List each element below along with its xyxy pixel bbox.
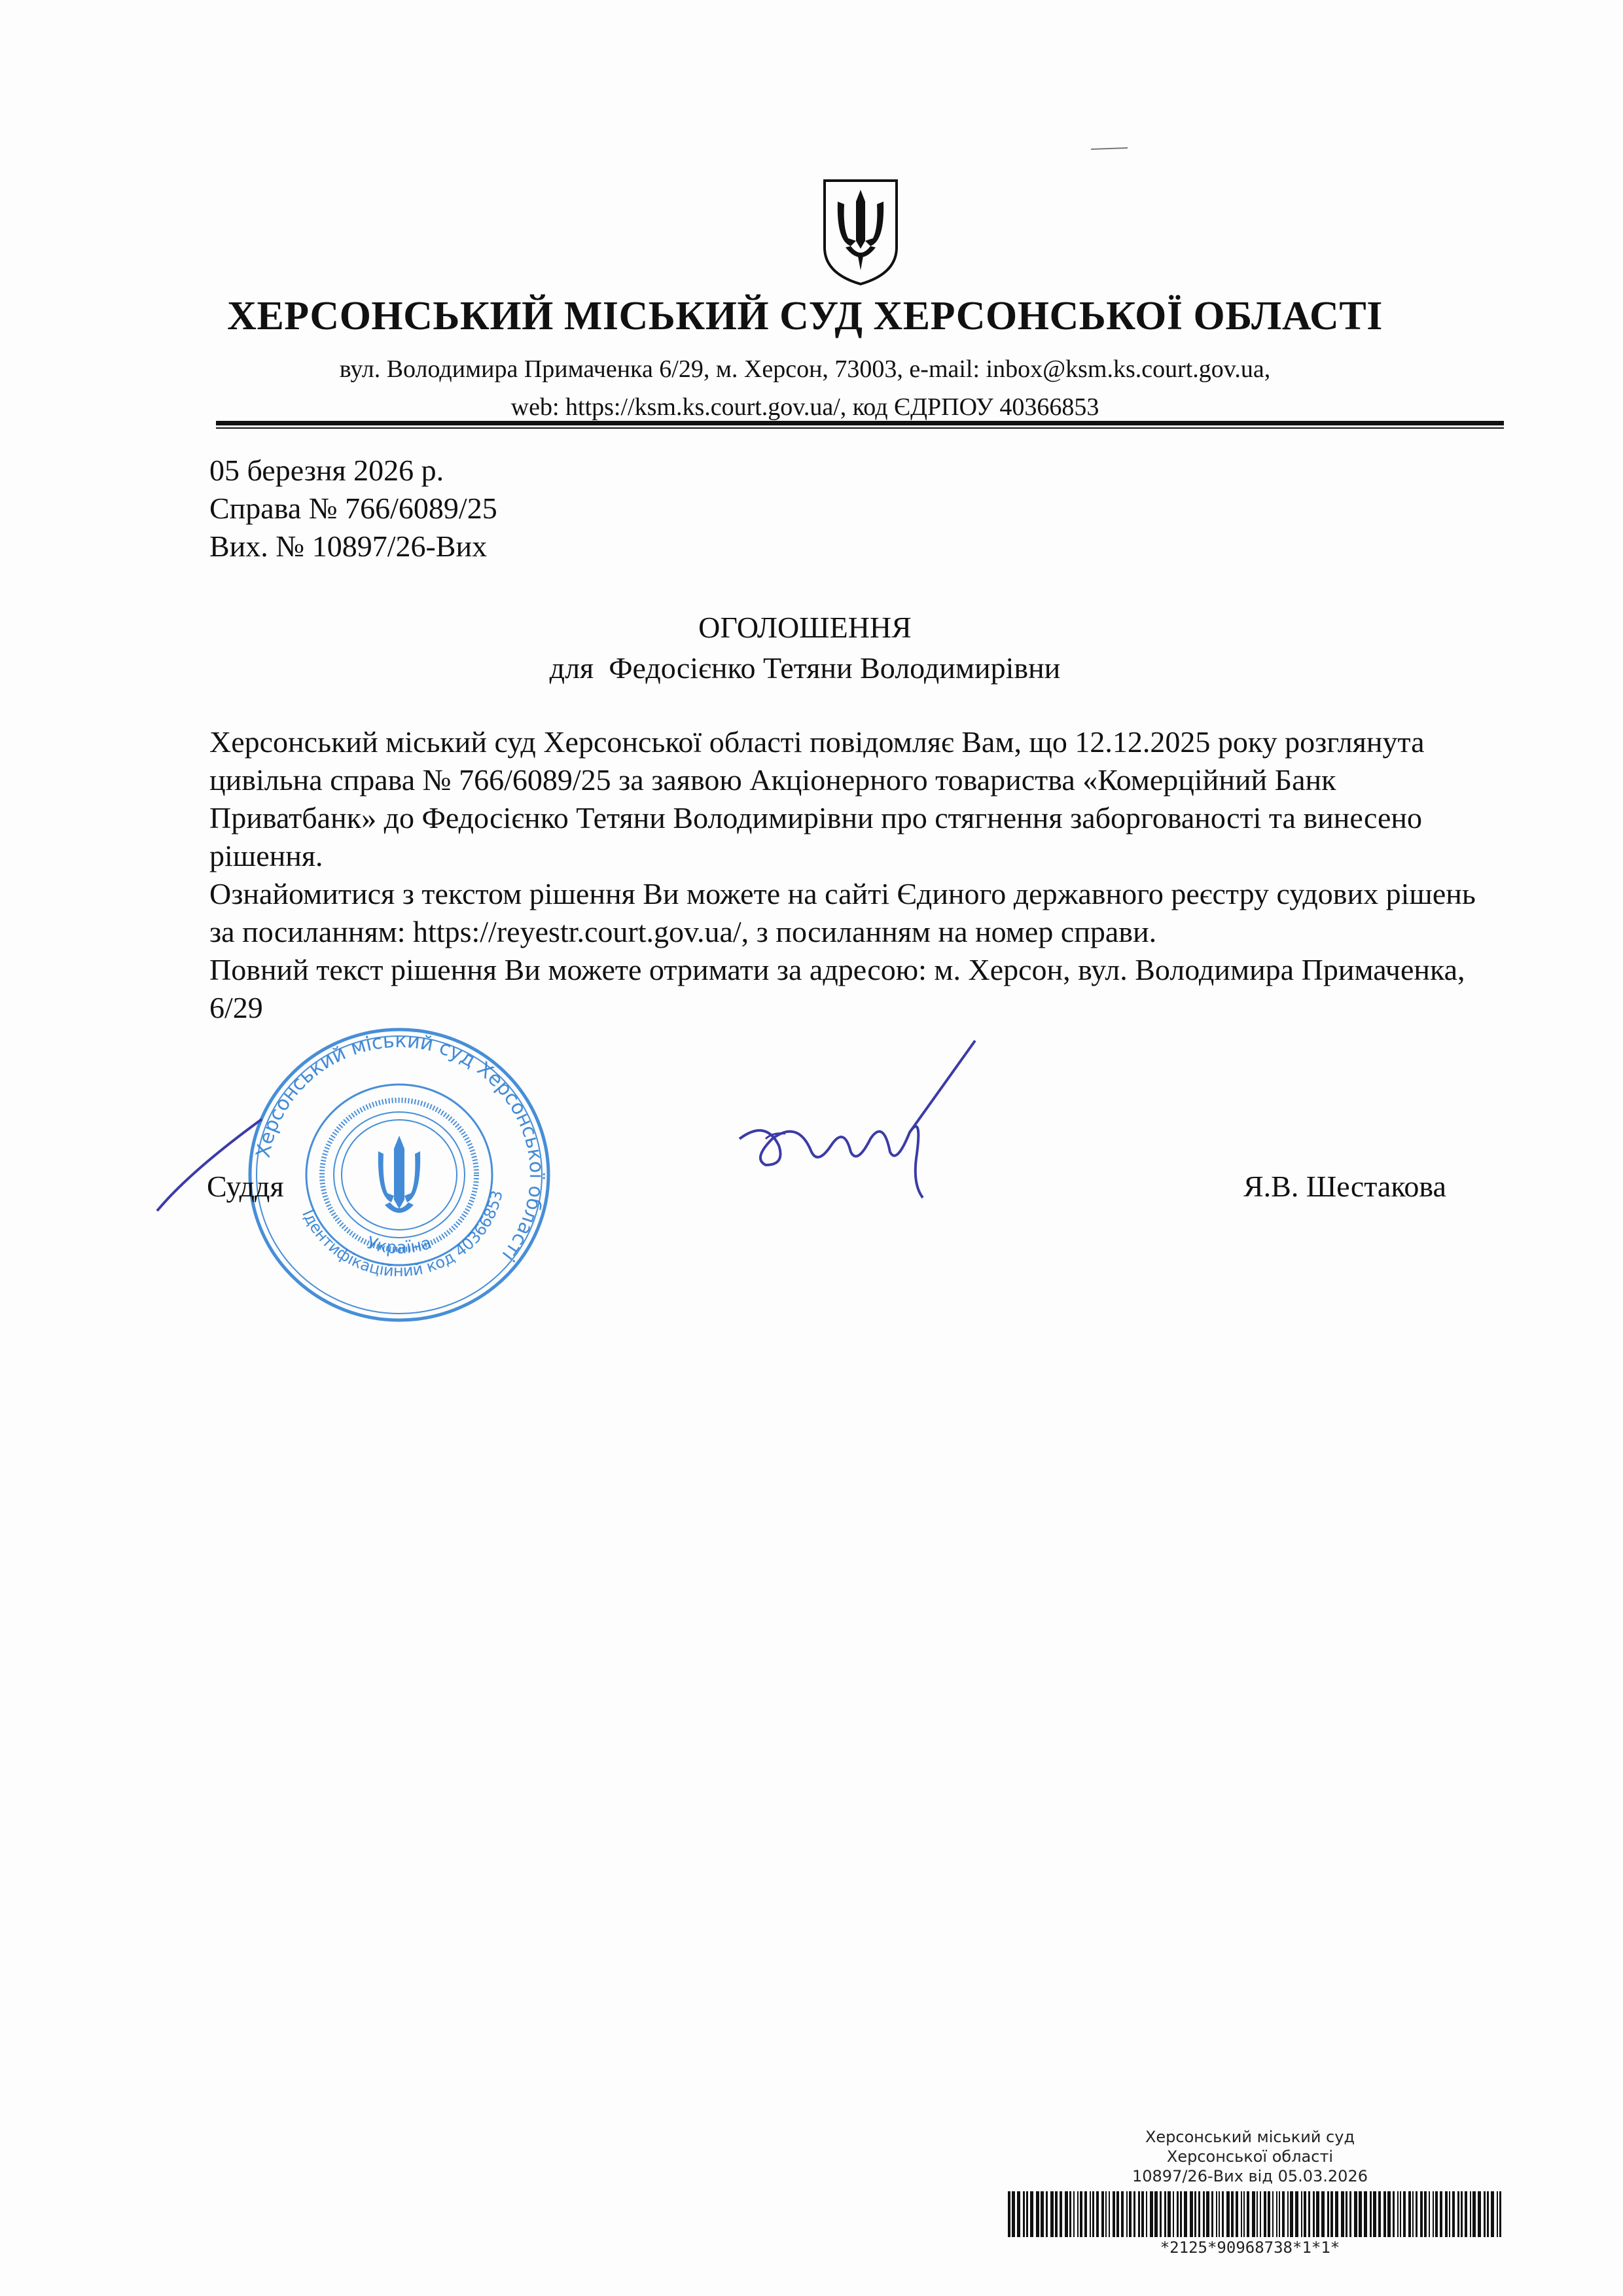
barcode-bar [1101,2191,1104,2237]
barcode-bar [1295,2191,1298,2237]
court-name: ХЕРСОНСЬКИЙ МІСЬКИЙ СУД ХЕРСОНСЬКОЇ ОБЛАСТІ [227,294,1383,338]
barcode-bar [1150,2191,1153,2237]
barcode-bar [1403,2191,1406,2237]
barcode-bar [1420,2191,1423,2237]
trident-icon [818,175,903,287]
barcode-bar [1168,2191,1171,2237]
barcode-bar [1017,2191,1020,2237]
barcode-bar [1330,2191,1333,2237]
barcode-bar [1050,2191,1054,2237]
barcode-bar [1412,2191,1414,2237]
barcode-bar [1105,2191,1107,2237]
judge-name: Я.В. Шестакова [1243,1170,1446,1203]
barcode-bar [1484,2191,1486,2237]
barcode-bar [1445,2191,1448,2237]
barcode-bar [1164,2191,1166,2237]
address-line-2: web: https://ksm.ks.court.gov.ua/, код ЄДРПОУ 40366853 [510,393,1099,421]
barcode-bar [1433,2191,1434,2237]
barcode-bar [1090,2191,1091,2237]
barcode-bar [1313,2191,1315,2237]
barcode-bar [1354,2191,1357,2237]
barcode-bar [1349,2191,1351,2237]
barcode-bar [1287,2191,1289,2237]
barcode-bar [1116,2191,1119,2237]
outgoing-number: Вих. № 10897/26-Вих [209,529,488,563]
barcode-bar [1211,2191,1213,2237]
barcode-bar [1194,2191,1196,2237]
barcode-bar [1177,2191,1179,2237]
barcode-bar [1378,2191,1381,2237]
barcode-bar [1146,2191,1147,2237]
barcode-bar [1077,2191,1079,2237]
barcode-bar [1335,2191,1338,2237]
barcode-bar [1141,2191,1144,2237]
barcode-bar [1026,2191,1028,2237]
barcode-bar [1121,2191,1124,2237]
barcode-bar [1055,2191,1058,2237]
barcode-bar [1461,2191,1463,2237]
seal-inner-text: Ідентифікаційний код 40366853 [298,1189,507,1281]
barcode-bar [1243,2191,1245,2237]
barcode-bar [1272,2191,1274,2237]
signature-label: Суддя [207,1170,284,1203]
barcode-bar [1282,2191,1285,2237]
barcode-bar [1472,2191,1476,2237]
barcode-bar [1129,2191,1132,2237]
body-paragraph-2: Ознайомитися з текстом рішення Ви можете на сайті Єдиного державного реєстру судових рішень за посиланням: https://reyestr.court.gov.ua/, з посиланням на номер справи. [209,877,1476,948]
barcode-bar [1092,2191,1094,2237]
barcode-bar [1109,2191,1110,2237]
barcode-bar [1304,2191,1306,2237]
barcode-bar [1247,2191,1249,2237]
barcode-bar [1084,2191,1087,2237]
barcode-bar [1452,2191,1455,2237]
barcode-bar [1301,2191,1302,2237]
barcode-bar [1069,2191,1071,2237]
barcode-bar [1499,2191,1501,2237]
barcode-bar [1133,2191,1135,2237]
barcode-bar [1308,2191,1310,2237]
barcode-number: *2125*90968738*1*1* [1160,2238,1340,2257]
barcode-bar [1341,2191,1344,2237]
barcode-bar [1440,2191,1442,2237]
barcode-bar [1268,2191,1270,2237]
seal-outer-text: Херсонський міський суд Херсонської області [251,1029,548,1266]
barcode-bar [1400,2191,1401,2237]
barcode-bar [1321,2191,1325,2237]
barcode-bar [1497,2191,1498,2237]
barcode-bar [1206,2191,1209,2237]
barcode-bar [1424,2191,1427,2237]
barcode-bar [1487,2191,1489,2237]
case-number: Справа № 766/6089/25 [209,492,497,525]
barcode-bar [1393,2191,1395,2237]
pen-stroke-mark [151,1113,268,1217]
stamp-line-2: Херсонської області [1166,2147,1334,2166]
barcode-bar [1316,2191,1319,2237]
barcode-bar [1491,2191,1494,2237]
stamp-line-3: 10897/26-Вих від 05.03.2026 [1132,2167,1368,2185]
document-date: 05 березня 2026 р. [209,454,444,487]
stamp-line-1: Херсонський міський суд [1145,2128,1355,2146]
barcode-bar [1264,2191,1266,2237]
announcement-body [209,723,1492,1027]
header-divider-thin [216,427,1504,429]
barcode-bar [1222,2191,1224,2237]
barcode-bar [1416,2191,1418,2237]
barcode-bar [1327,2191,1329,2237]
barcode-bar [1203,2191,1205,2237]
barcode-bar [1470,2191,1471,2237]
barcode-bar [1065,2191,1068,2237]
body-paragraph-1: Херсонський міський суд Херсонської області повідомляє Вам, що 12.12.2025 року розглянута цивільна справа № 766/6089/25 за заявою Акціонерного товариства «Комерційний Банк Приватбанк» до Федосієнко Тетяни Володимирівни про стягнення заборгованості та винесено рішення. [209,725,1425,872]
barcode-bar [1041,2191,1044,2237]
barcode-bar [1219,2191,1220,2237]
court-address [196,350,1414,426]
barcode-bar [1096,2191,1099,2237]
barcode-bar [1184,2191,1187,2237]
barcode-bar [1252,2191,1255,2237]
announcement-title: ОГОЛОШЕННЯ [698,611,912,644]
barcode-bar [1279,2191,1280,2237]
barcode-bar [1370,2191,1372,2237]
barcode-bar [1478,2191,1481,2237]
document-meta [209,452,497,565]
barcode-bar [1387,2191,1391,2237]
barcode-bar [1408,2191,1411,2237]
barcode-bar [1060,2191,1062,2237]
barcode-bar [1030,2191,1033,2237]
barcode-bar [1198,2191,1200,2237]
barcode-bar [1036,2191,1039,2237]
barcode-bar [1457,2191,1459,2237]
barcode-bar [1231,2191,1234,2237]
scan-artifact [1090,145,1129,152]
barcode-bar [1023,2191,1025,2237]
court-seal [242,1024,556,1325]
registration-stamp [1001,2127,1499,2186]
barcode-bar [1346,2191,1347,2237]
barcode-bar [1180,2191,1182,2237]
barcode-bar [1465,2191,1467,2237]
barcode-bar [1226,2191,1230,2237]
barcode-bar [1126,2191,1128,2237]
barcode-bar [1046,2191,1048,2237]
barcode-bar [1080,2191,1082,2237]
barcode-bar [1173,2191,1174,2237]
barcode-bar [1260,2191,1261,2237]
barcode-bar [1449,2191,1450,2237]
barcode-bar [1435,2191,1438,2237]
barcode-bar [1012,2191,1015,2237]
barcode-bar [1257,2191,1258,2237]
barcode-bar [1276,2191,1277,2237]
barcode-bar [1113,2191,1115,2237]
barcode-bar [1160,2191,1162,2237]
barcode [1008,2191,1505,2237]
barcode-bar [1190,2191,1193,2237]
barcode-bar [1216,2191,1217,2237]
barcode-bar [1241,2191,1242,2237]
barcode-bar [1138,2191,1140,2237]
seal-bottom-text: Україна [364,1233,435,1259]
barcode-bar [1383,2191,1386,2237]
body-paragraph-3: Повний текст рішення Ви можете отримати за адресою: м. Херсон, вул. Володимира Примаченка, 6/29 [209,953,1465,1024]
barcode-bar [1429,2191,1430,2237]
header-divider [216,421,1504,425]
barcode-bar [1397,2191,1399,2237]
barcode-bar [1008,2191,1010,2237]
announcement-recipient: для Федосієнко Тетяни Володимирівни [549,651,1061,685]
barcode-bar [1359,2191,1362,2237]
barcode-bar [1154,2191,1158,2237]
judge-signature [726,1034,1001,1217]
barcode-bar [1073,2191,1075,2237]
barcode-bar [1373,2191,1376,2237]
barcode-bar [1236,2191,1238,2237]
address-line-1: вул. Володимира Примаченка 6/29, м. Херсон, 73003, e-mail: inbox@ksm.ks.court.gov.ua, [339,355,1271,383]
barcode-bar [1290,2191,1293,2237]
barcode-bar [1364,2191,1367,2237]
